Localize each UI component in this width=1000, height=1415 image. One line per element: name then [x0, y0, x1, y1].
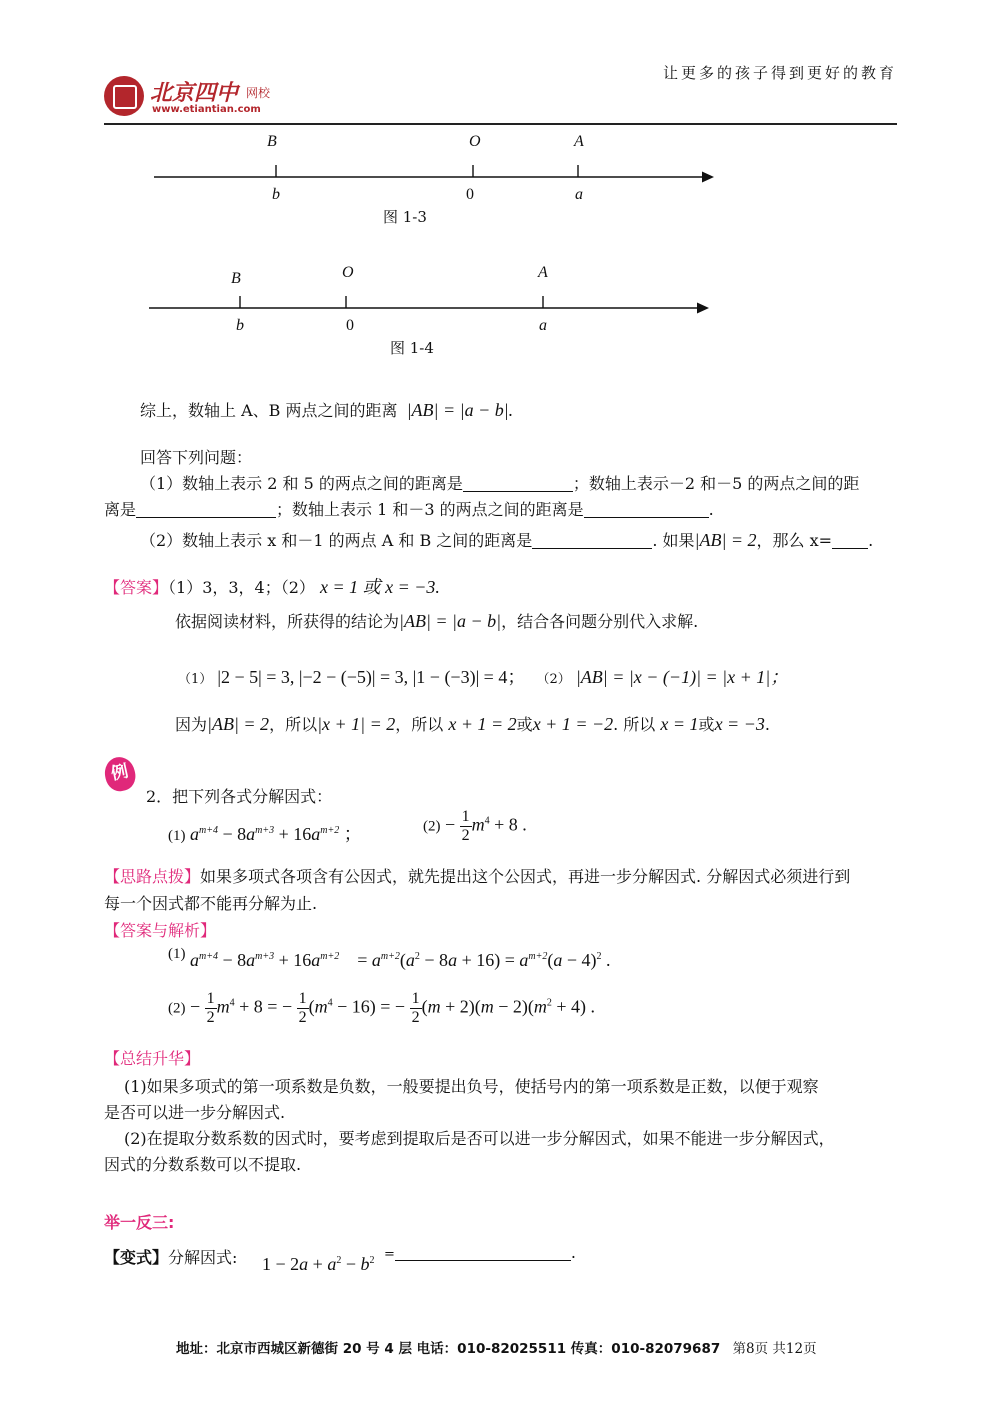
equals-sign: =: [384, 1247, 395, 1262]
solution-2: (2) − $\frac{1}{2}$ $m^4 + 8$ = − $\frac{1}{2}$ $(m^4 - 16)$ = − $\frac{1}{2}$ $(m + 2)(m - 2)(m^2 + 4)$ .: [168, 990, 596, 1026]
logo: [104, 74, 284, 122]
q1-text-a: （1）数轴上表示 2 和 5 的两点之间的距离是: [140, 474, 463, 493]
question-1-line-2: [104, 497, 714, 520]
solution-1-label: (1): [168, 946, 186, 962]
practice-answer: = .: [384, 1243, 576, 1262]
tick-label-b: b: [272, 186, 280, 203]
so-text: ，所以: [269, 715, 318, 734]
point-label-A: A: [574, 133, 584, 150]
basis-formula: |AB| = |a − b|: [399, 611, 502, 631]
basis-text: 依据阅读材料，所获得的结论为: [175, 612, 400, 631]
number-line-figure-1-3: [150, 160, 720, 190]
questions-intro: 回答下列问题：: [140, 448, 253, 467]
summary-upgrade-label: 【总结升华】: [104, 1049, 201, 1068]
figure-caption: 图 1-4: [390, 339, 434, 357]
q2-formula: |AB| = 2: [694, 530, 757, 550]
summary-point-2: (2)在提取分数系数的因式时，要考虑到提取后是否可以进一步分解因式，如果不能进一步分解因式，: [124, 1129, 835, 1148]
q2-text-d: .: [868, 531, 874, 550]
or-text: 或: [516, 715, 533, 734]
answer-blank[interactable]: [136, 502, 276, 518]
q1-text-b: ；数轴上表示－2 和－5 的两点之间的距: [572, 474, 860, 493]
hint-text: 如果多项式各项含有公因式，就先提出这个公因式，再进一步分解因式. 分解因式必须进行到: [200, 867, 851, 886]
point-label-A: A: [538, 264, 548, 281]
point-label-O: O: [342, 264, 354, 281]
answer-calc-line-2: [175, 712, 770, 735]
so-text-2: ，所以: [395, 715, 444, 734]
point-label-B: B: [231, 270, 241, 287]
summary-point-2-cont: 因式的分数系数可以不提取.: [104, 1155, 302, 1174]
analysis-label: 【答案与解析】: [104, 921, 217, 940]
footer-address: 地址：北京市西城区新德街 20 号 4 层 电话：010-82025511 传真：010-82079687: [176, 1341, 721, 1357]
practice-line: [104, 1245, 237, 1268]
basis-tail: ，结合各问题分别代入求解.: [501, 612, 699, 631]
tick-label-b: b: [236, 317, 244, 334]
because-text: 因为: [175, 715, 208, 734]
arrow-right-icon: [702, 172, 714, 183]
answer-blank[interactable]: [463, 476, 573, 492]
logo-url: www.etiantian.com: [152, 104, 261, 115]
tick-label-a: a: [539, 317, 547, 334]
header-divider: [104, 123, 897, 125]
calc-formula-8: x = −3: [714, 714, 765, 734]
practice-text: 分解因式:: [168, 1248, 238, 1267]
q1-text-c: 离是: [104, 500, 137, 519]
q2-text-a: （2）数轴上表示 x 和－1 的两点 A 和 B 之间的距离是: [140, 531, 533, 550]
example-badge-icon: 例: [102, 754, 138, 793]
logo-seal-icon: [104, 76, 144, 116]
tick-label-a: a: [575, 186, 583, 203]
question-1-line-1: [140, 471, 859, 494]
tick-label-0: 0: [346, 317, 354, 334]
answer-calc-line-1: [178, 663, 788, 689]
question-2-line: [140, 528, 873, 551]
problem-1-label: (1): [168, 828, 186, 844]
q1-text-e: .: [708, 500, 714, 519]
summary-point-1: (1)如果多项式的第一项系数是负数，一般要提出负号，使括号内的第一项系数是正数，以便于观察: [124, 1077, 819, 1096]
tick-label-0: 0: [466, 186, 474, 203]
header-slogan: 让更多的孩子得到更好的教育: [662, 64, 897, 82]
summary-text: 综上，数轴上 A、B 两点之间的距离: [140, 401, 398, 420]
point-label-B: B: [267, 133, 277, 150]
summary-formula: |AB| = |a − b|.: [406, 400, 514, 420]
number-line-figure-1-4: [145, 291, 715, 321]
example-2-problem-2: (2) − $\frac{1}{2}$ $m^4 + 8$ .: [423, 808, 527, 844]
figure-caption: 图 1-3: [383, 208, 427, 226]
answer-blank[interactable]: [832, 533, 868, 549]
calc-label-2: （2）: [536, 672, 571, 687]
logo-suffix: 网校: [246, 86, 271, 100]
practice-expression: $1 - 2a + a^2 - b^2$: [262, 1254, 375, 1274]
calc-formula-3: |AB| = 2: [207, 714, 270, 734]
hint-line-2: 每一个因式都不能再分解为止.: [104, 894, 318, 913]
problem-2-label: (2): [423, 818, 441, 835]
logo-name: 北京四中: [150, 81, 239, 106]
answer-blank[interactable]: [584, 502, 709, 518]
practice-heading: 举一反三:: [104, 1213, 175, 1232]
footer-page-number: 第8页 共12页: [732, 1341, 817, 1357]
so-text-3: . 所以: [613, 715, 656, 734]
summary-point-1-cont: 是否可以进一步分解因式.: [104, 1103, 286, 1122]
footer: [176, 1337, 817, 1357]
answer-blank[interactable]: [395, 1245, 571, 1261]
summary-line: [140, 398, 513, 421]
period: .: [764, 715, 770, 734]
answer-text: （1）3，3，4；（2）: [168, 578, 315, 597]
answer-label: 【答案】: [104, 578, 169, 597]
answer-blank[interactable]: [532, 533, 652, 549]
q2-text-c: ，那么 x=: [756, 531, 833, 550]
example-2-problem-1: (1) $a^{m+4} - 8a^{m+3} + 16a^{m+2}$ ；: [168, 824, 362, 844]
calc-formula-5: x + 1 = 2: [448, 714, 517, 734]
q1-text-d: ；数轴上表示 1 和－3 的两点之间的距离是: [276, 500, 584, 519]
hint-label: 【思路点拨】: [104, 867, 201, 886]
answer-result: x = 1 或 x = −3.: [320, 577, 440, 597]
calc-label-1: （1）: [178, 672, 213, 687]
hint-line-1: [104, 864, 850, 887]
calc-formula-7: x = 1: [660, 714, 699, 734]
solution-2-label: (2): [168, 1000, 186, 1017]
or-text-2: 或: [698, 715, 715, 734]
arrow-right-icon: [697, 303, 709, 314]
point-label-O: O: [469, 133, 481, 150]
calc-formula-6: x + 1 = −2: [532, 714, 614, 734]
example-2-title: 2．把下列各式分解因式：: [146, 787, 333, 806]
calc-formula-1: |2 − 5| = 3, |−2 − (−5)| = 3, |1 − (−3)| = 4；: [217, 667, 526, 687]
answer-basis-line: [175, 609, 698, 632]
solution-1: $^{(1)}$ $a^{m+4} - 8a^{m+3} + 16a^{m+2}$ = $a^{m+2}(a^2 - 8a + 16) = a^{m+2}(a - 4)^2$ .: [168, 946, 611, 970]
answer-line: [104, 573, 440, 599]
calc-formula-2: |AB| = |x − (−1)| = |x + 1|；: [575, 667, 789, 687]
practice-label: 【变式】: [104, 1248, 169, 1267]
calc-formula-4: |x + 1| = 2: [317, 714, 396, 734]
q2-text-b: . 如果: [652, 531, 695, 550]
